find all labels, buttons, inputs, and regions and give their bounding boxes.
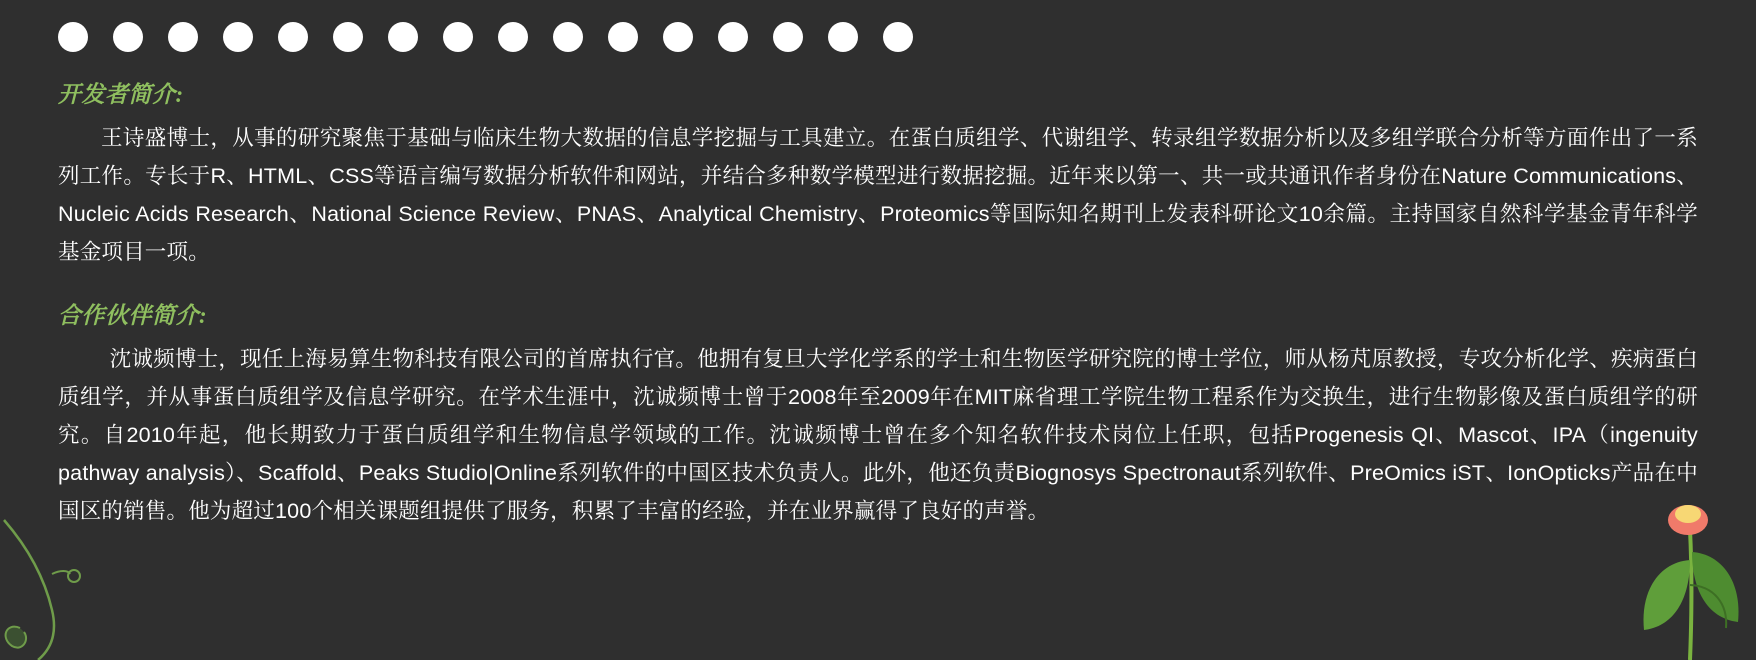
dot-icon [333, 22, 363, 52]
dot-icon [443, 22, 473, 52]
partner-intro-paragraph: 沈诚频博士，现任上海易算生物科技有限公司的首席执行官。他拥有复旦大学化学系的学士和生物医学研究院的博士学位，师从杨芃原教授，专攻分析化学、疾病蛋白质组学，并从事蛋白质组学及信息学研究。在学术生涯中，沈诚频博士曾于2008年至2009年在MIT麻省理工学院生物工程系作为交换生，进行生物影像及蛋白质组学的研究。自2010年起，他长期致力于蛋白质组学和生物信息学领域的工作。沈诚频博士曾在多个知名软件技术岗位上任职，包括Progenesis QI、Mascot、IPA（ingenuity pathway analysis）、Scaffold、Peaks Studio|Online系列软件的中国区技术负责人。此外，他还负责Biognosys Spectronaut系列软件、PreOmics iST、IonOpticks产品在中国区的销售。他为超过100个相关课题组提供了服务，积累了丰富的经验，并在业界赢得了良好的声誉。 [58, 347, 1698, 523]
slide-content [58, 76, 1698, 530]
dot-icon [608, 22, 638, 52]
dot-icon [388, 22, 418, 52]
dot-icon [58, 22, 88, 52]
vine-decoration-icon [0, 510, 120, 660]
dot-icon [553, 22, 583, 52]
dot-icon [663, 22, 693, 52]
dot-icon [113, 22, 143, 52]
dot-icon [223, 22, 253, 52]
dot-icon [498, 22, 528, 52]
developer-intro-heading: 开发者简介: [58, 82, 184, 107]
partner-intro-heading: 合作伙伴简介: [58, 303, 208, 328]
dot-row-decoration [58, 22, 913, 52]
dot-icon [278, 22, 308, 52]
dot-icon [828, 22, 858, 52]
dot-icon [168, 22, 198, 52]
dot-icon [718, 22, 748, 52]
dot-icon [883, 22, 913, 52]
dot-icon [773, 22, 803, 52]
developer-intro-paragraph: 王诗盛博士，从事的研究聚焦于基础与临床生物大数据的信息学挖掘与工具建立。在蛋白质组学、代谢组学、转录组学数据分析以及多组学联合分析等方面作出了一系列工作。专长于R、HTML、CSS等语言编写数据分析软件和网站，并结合多种数学模型进行数据挖掘。近年来以第一、共一或共通讯作者身份在Nature Communications、Nucleic Acids Research、National Science Review、PNAS、Analytical Chemistry、Proteomics等国际知名期刊上发表科研论文10余篇。主持国家自然科学基金青年科学基金项目一项。 [58, 126, 1698, 264]
